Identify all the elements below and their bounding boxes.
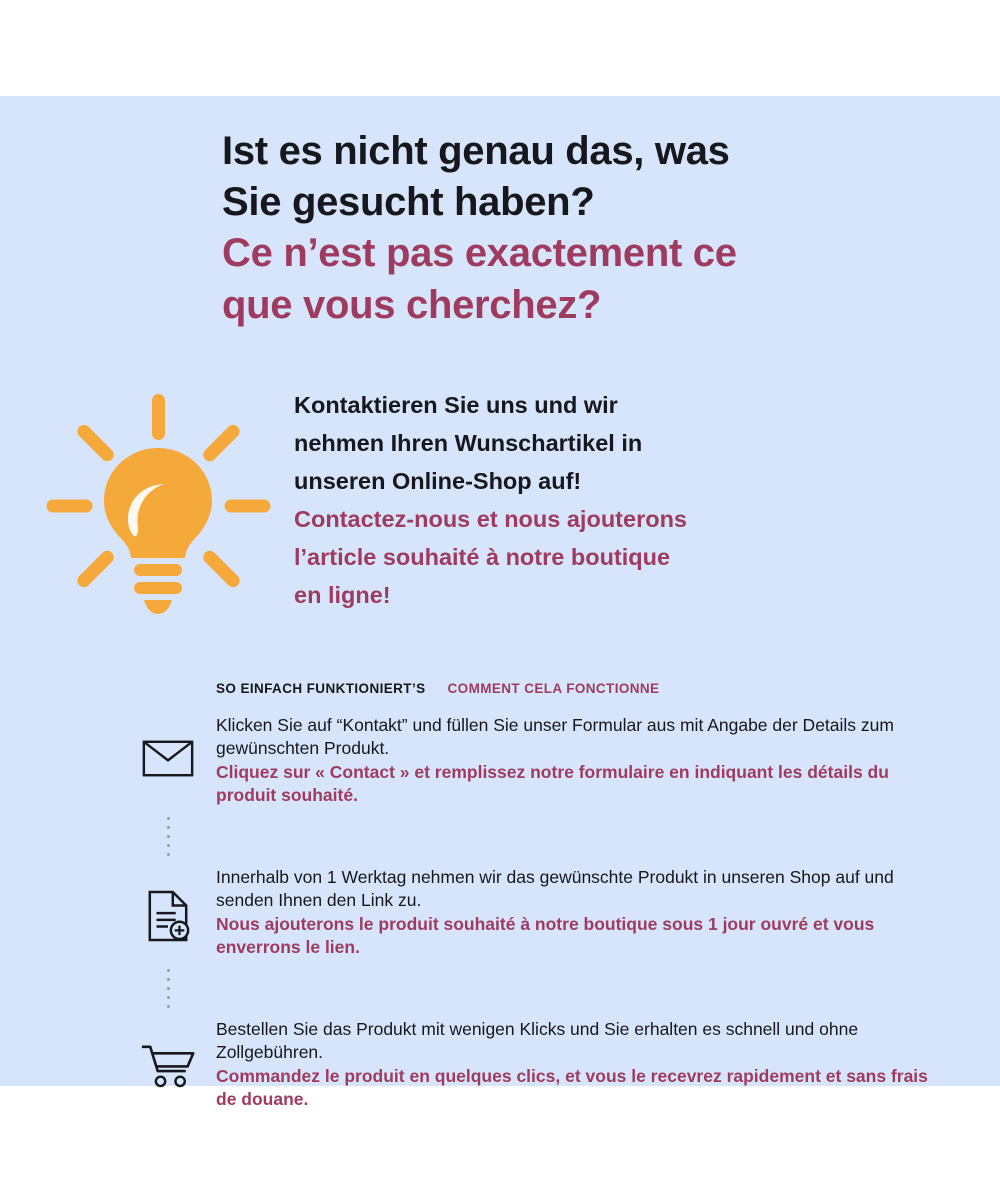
- headline-de-line2: Sie gesucht haben?: [222, 180, 595, 225]
- headline-de-line1: Ist es nicht genau das, was: [222, 129, 730, 173]
- list-item: [120, 864, 940, 960]
- intro-de-line3: unseren Online-Shop auf!: [294, 468, 582, 495]
- step-text-fr: Cliquez sur « Contact » et remplissez notre formulaire en indiquant les détails du produit souhaité.: [216, 761, 889, 805]
- step-text-de: Innerhalb von 1 Werktag nehmen wir das gewünschte Produkt in unseren Shop auf und senden Ihnen den Link zu.: [216, 867, 894, 911]
- step-text-fr: Commandez le produit en quelques clics, et vous le recevrez rapidement et sans frais de douane.: [216, 1065, 928, 1109]
- page-title: [222, 126, 942, 331]
- intro-de-line1: Kontaktieren Sie uns und wir: [294, 392, 618, 418]
- step-text-de: Bestellen Sie das Produkt mit wenigen Klicks und Sie erhalten es schnell und ohne Zollgebühren.: [216, 1019, 859, 1063]
- list-item: [120, 712, 940, 808]
- how-it-works-label-fr: COMMENT CELA FONCTIONNE: [447, 681, 660, 696]
- dotted-connector: [120, 960, 216, 1016]
- intro-fr-line1: Contactez-nous et nous ajouterons: [294, 506, 687, 533]
- step-text-de: Klicken Sie auf “Kontakt” und füllen Sie unser Formular aus mit Angabe der Details zum gewünschten Produkt.: [216, 715, 894, 759]
- intro-de-line2: nehmen Ihren Wunschartikel in: [294, 430, 643, 457]
- step-separator: [120, 808, 940, 864]
- how-it-works-label: [216, 681, 659, 696]
- intro-fr-line2: l’article souhaité à notre boutique: [294, 544, 671, 571]
- headline-fr-line1: Ce n’est pas exactement ce: [222, 231, 737, 276]
- how-it-works-label-de: SO EINFACH FUNKTIONIERT’S: [216, 681, 426, 696]
- list-item: [120, 1016, 940, 1112]
- envelope-icon: [120, 712, 216, 779]
- dotted-connector: [120, 808, 216, 864]
- document-add-icon: [120, 864, 216, 942]
- step-separator: [120, 960, 940, 1016]
- intro-paragraph: [294, 386, 894, 614]
- shopping-cart-icon: [120, 1016, 216, 1089]
- headline-fr-line2: que vous cherchez?: [222, 282, 602, 327]
- lightbulb-icon: [38, 386, 278, 626]
- step-text-fr: Nous ajouterons le produit souhaité à notre boutique sous 1 jour ouvré et vous enverrons le lien.: [216, 913, 875, 957]
- intro-fr-line3: en ligne!: [294, 582, 391, 609]
- steps-list: [120, 712, 940, 1112]
